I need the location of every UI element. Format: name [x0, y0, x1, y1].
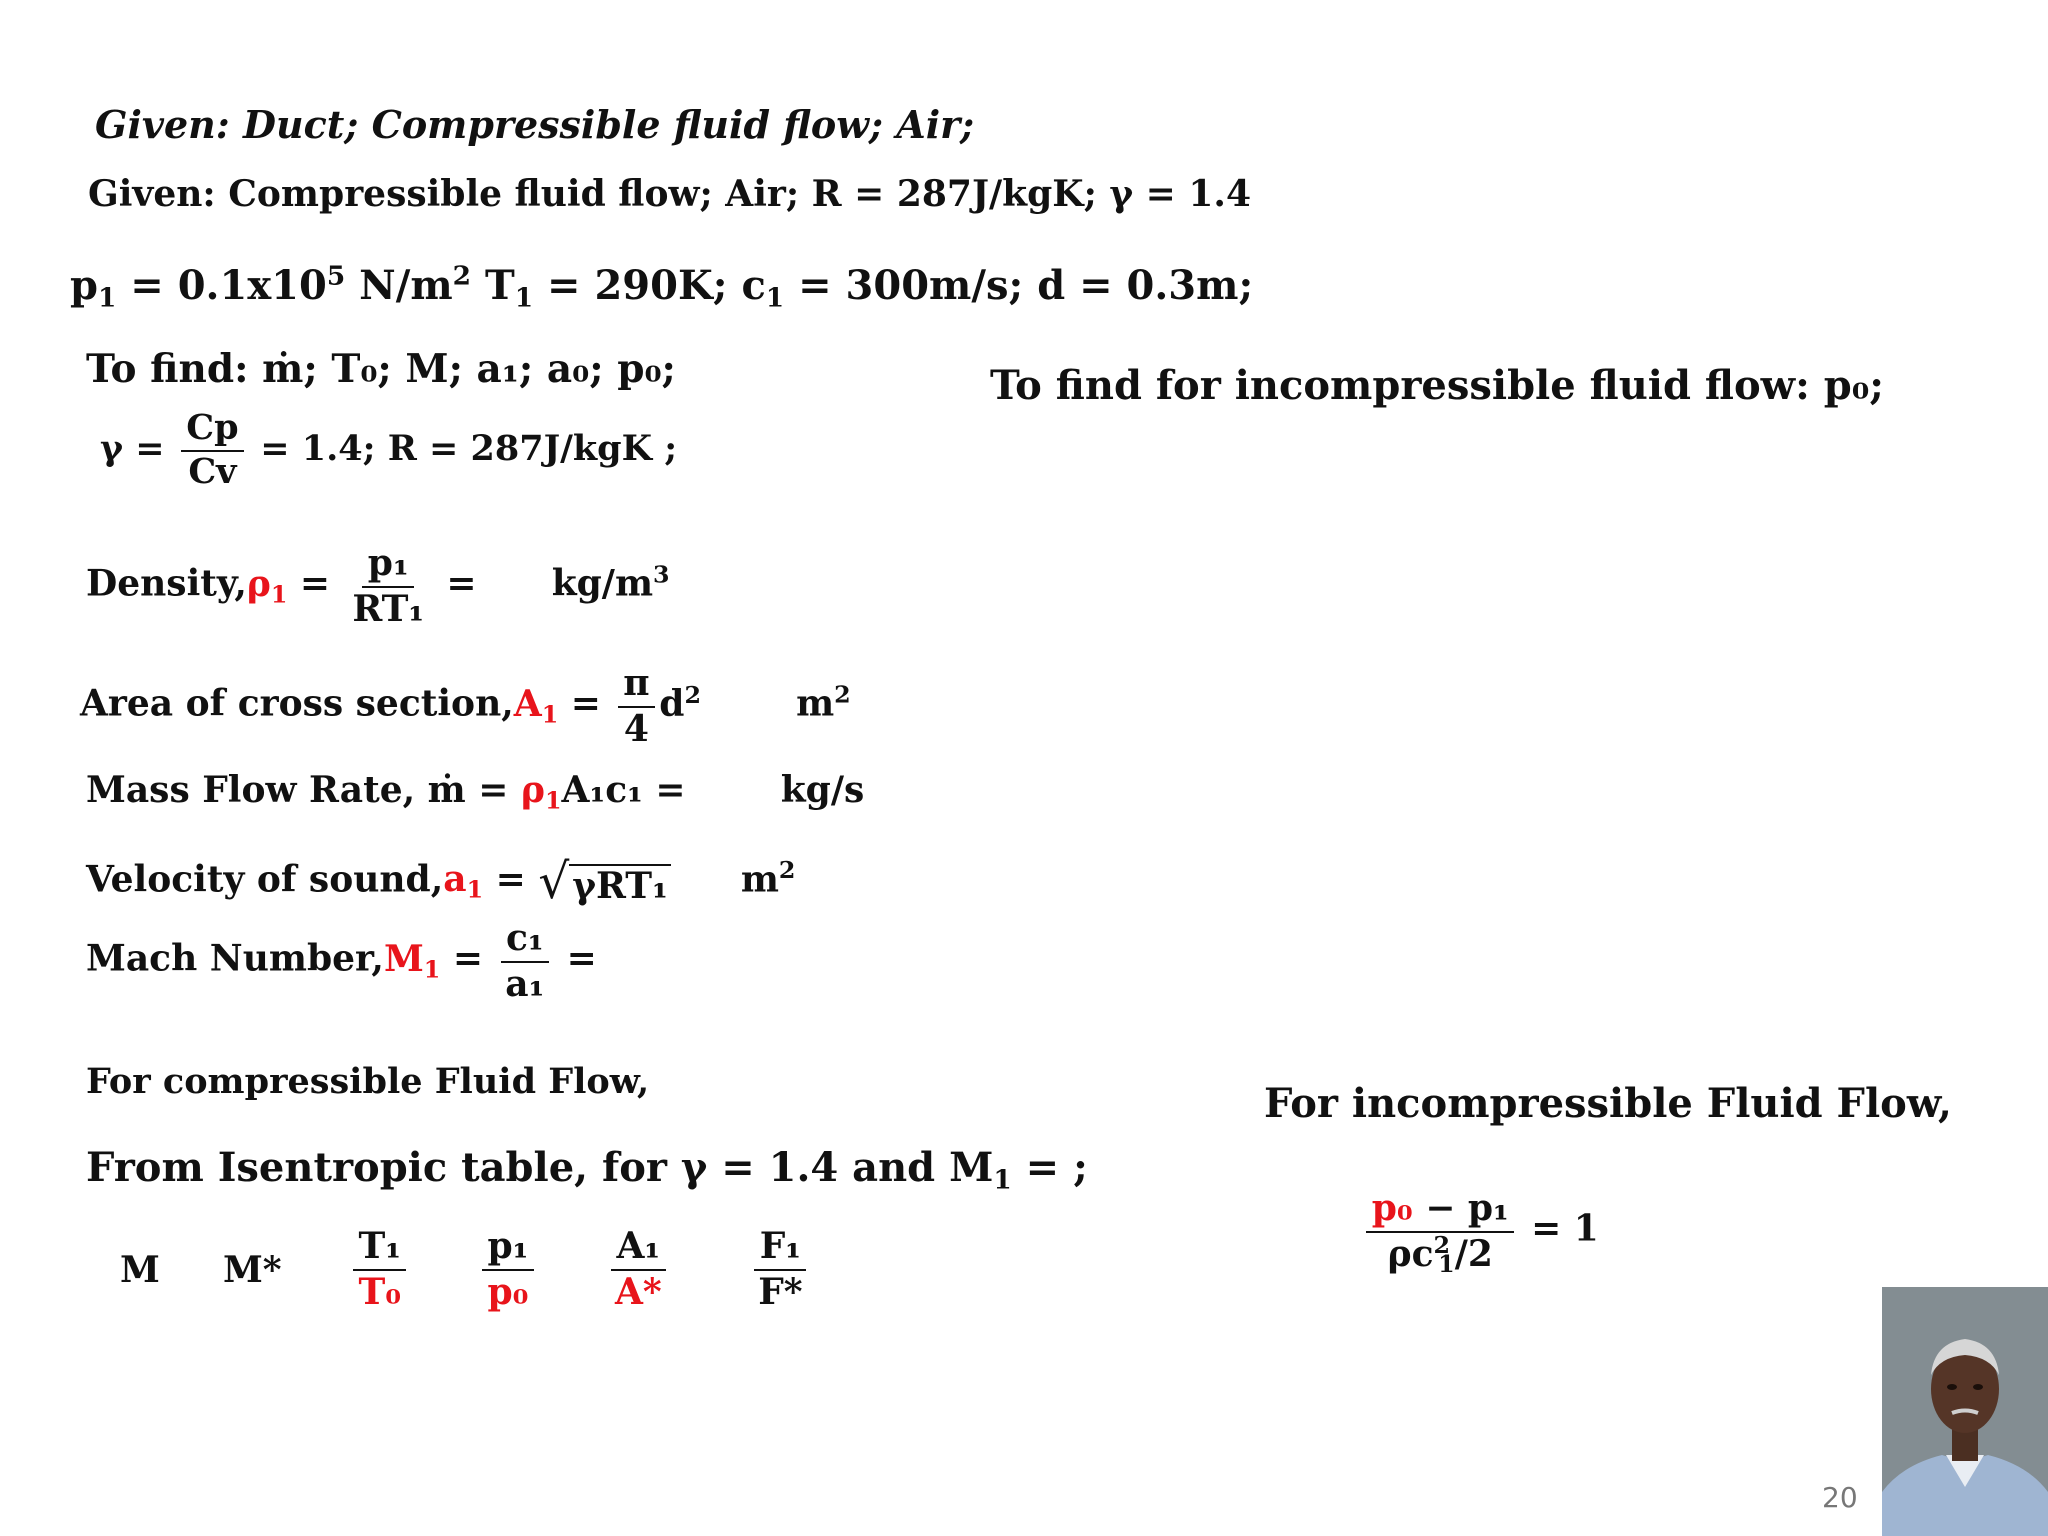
col-temperature-ratio: [353, 1225, 406, 1313]
incompressible-equation: [1362, 1187, 1599, 1279]
area-numerator: π: [618, 665, 655, 708]
to-find-line: [86, 346, 676, 392]
given-line-1: [95, 102, 975, 147]
area-d-squared: $d^2$: [659, 680, 701, 725]
sound-symbol: $a_1$: [443, 858, 484, 904]
sqrt-icon: √: [538, 854, 570, 910]
mass-flow-equation: [86, 769, 865, 815]
area-equation: Area of cross $section,A_1$ = $\frac{\pi}{4}$ $d^2$ $m^2$: [80, 662, 851, 750]
gamma-rest: = 1.4; R = 287J/kgK ;: [260, 428, 678, 470]
incomp-rhs: = 1: [1531, 1207, 1599, 1250]
p-numerator: p₁: [482, 1228, 534, 1271]
col-mstar: M*: [222, 1248, 282, 1291]
area-symbol: $A_1$: [513, 682, 559, 729]
sqrt-radicand: γRT₁: [569, 864, 670, 907]
to-find-incomp-value: p₀;: [1823, 362, 1885, 409]
a-denominator: A*: [614, 1270, 662, 1313]
c1-value: = 300m/s;: [798, 262, 1024, 309]
incomp-fraction: [1366, 1187, 1514, 1279]
input-values: [70, 260, 1254, 314]
d-value: d = 0.3m;: [1037, 262, 1254, 309]
area-denominator: 4: [623, 707, 649, 750]
density-equation: $Density,\rho_1$ = $\frac{\text{p₁}}{\text{RT₁}}$ = $kg/m^3$: [86, 542, 670, 630]
compressible-heading: For compressible Fluid Flow,: [86, 1061, 650, 1102]
col-pressure-ratio: [482, 1225, 534, 1313]
slide-number: 20: [1822, 1481, 1858, 1514]
t1-value: = 290K;: [547, 262, 728, 309]
density-numerator: p₁: [362, 545, 414, 588]
gamma-equation: [100, 407, 678, 493]
given-text: Duct; Compressible fluid flow; Air;: [243, 102, 975, 147]
presenter-video-thumbnail: [1882, 1287, 2048, 1536]
gamma-symbol: γ =: [100, 428, 165, 470]
area-label: Area of cross section,: [80, 682, 514, 725]
mach-symbol: $M_1$: [383, 937, 441, 984]
sound-label: Velocity of sound,: [86, 858, 444, 901]
area-unit-exp: 2: [834, 680, 851, 709]
density-label: Density,: [86, 562, 247, 605]
t1-symbol: $T_1$: [484, 262, 534, 314]
p1-exponent: 5: [326, 260, 346, 292]
mass-flow-label: Mass Flow Rate, ṁ =: [86, 769, 509, 811]
to-find-list: ṁ; T₀; M; a₁; a₀; p₀;: [262, 346, 676, 392]
to-find-incomp-label: To find for incompressible fluid flow:: [990, 362, 1810, 409]
p1-unit: N/m: [359, 262, 453, 309]
mach-label: Mach Number,: [86, 937, 384, 980]
gamma-denominator: Cv: [188, 451, 237, 493]
density-symbol: $\rho_1$: [246, 562, 288, 609]
given-text-2: Compressible fluid flow; Air; R = 287J/kgK; γ = 1.4: [228, 173, 1252, 215]
p1-value: = 0.1x10: [130, 262, 327, 309]
density-denominator: RT₁: [352, 587, 425, 630]
mach-denominator: a₁: [505, 962, 545, 1005]
mach-fraction: [500, 917, 550, 1005]
isentropic-text: From Isentropic table, for γ = 1.4 and M: [86, 1144, 994, 1191]
given-line-2: [88, 173, 1252, 215]
density-unit-exp: 3: [653, 560, 670, 589]
col-force-ratio: [753, 1225, 808, 1313]
a-numerator: A₁: [611, 1228, 665, 1271]
mach-equation: Mach $Number,M_1$ = $\frac{\text{c₁}}{\text{a₁}}$ =: [86, 917, 597, 1005]
sound-unit: m: [740, 858, 779, 901]
given-label: Given:: [95, 102, 230, 147]
mass-flow-rest: A₁c₁ =: [561, 769, 686, 811]
col-area-ratio: [610, 1225, 668, 1313]
isentropic-tail: = ;: [1025, 1144, 1088, 1191]
sound-unit-exp: 2: [778, 856, 796, 885]
f-numerator: F₁: [754, 1228, 806, 1271]
to-find-label: To find:: [86, 346, 249, 392]
isentropic-line: From Isentropic table, for γ = 1.4 and $M_1$ = ;: [86, 1144, 1088, 1196]
col-m: M: [120, 1248, 160, 1291]
incomp-denominator: $\rho c^2_1/2$: [1387, 1230, 1493, 1279]
mass-flow-rho: $\rho_1$: [521, 769, 562, 815]
p1-symbol: $p_1$: [70, 262, 117, 314]
area-unit: m: [796, 682, 835, 725]
sound-velocity-equation: Velocity of $sound,a_1$ = √ γRT₁ $m^2$: [86, 854, 796, 910]
density-fraction: [347, 542, 430, 630]
p-denominator: p₀: [487, 1270, 529, 1313]
presenter-image: [1882, 1287, 2048, 1536]
to-find-incompressible: [990, 362, 1885, 409]
t-denominator: T₀: [358, 1270, 401, 1313]
f-denominator: F*: [758, 1270, 803, 1313]
mach-numerator: c₁: [501, 920, 549, 963]
incomp-numerator: p₀ − p₁: [1366, 1190, 1514, 1233]
area-fraction: [618, 662, 655, 750]
t-numerator: T₁: [353, 1228, 406, 1271]
c1-symbol: $c_1$: [741, 262, 785, 314]
sqrt-expression: [538, 854, 670, 910]
mass-flow-unit: kg/s: [780, 769, 865, 811]
p1-unit-exponent: 2: [452, 260, 472, 292]
isentropic-table-header: [120, 1225, 812, 1313]
gamma-numerator: Cp: [181, 410, 244, 452]
density-unit: kg/m: [551, 562, 654, 605]
incompressible-heading: For incompressible Fluid Flow,: [1264, 1080, 1952, 1127]
given-label-2: Given:: [88, 173, 216, 215]
gamma-fraction: [181, 407, 244, 493]
